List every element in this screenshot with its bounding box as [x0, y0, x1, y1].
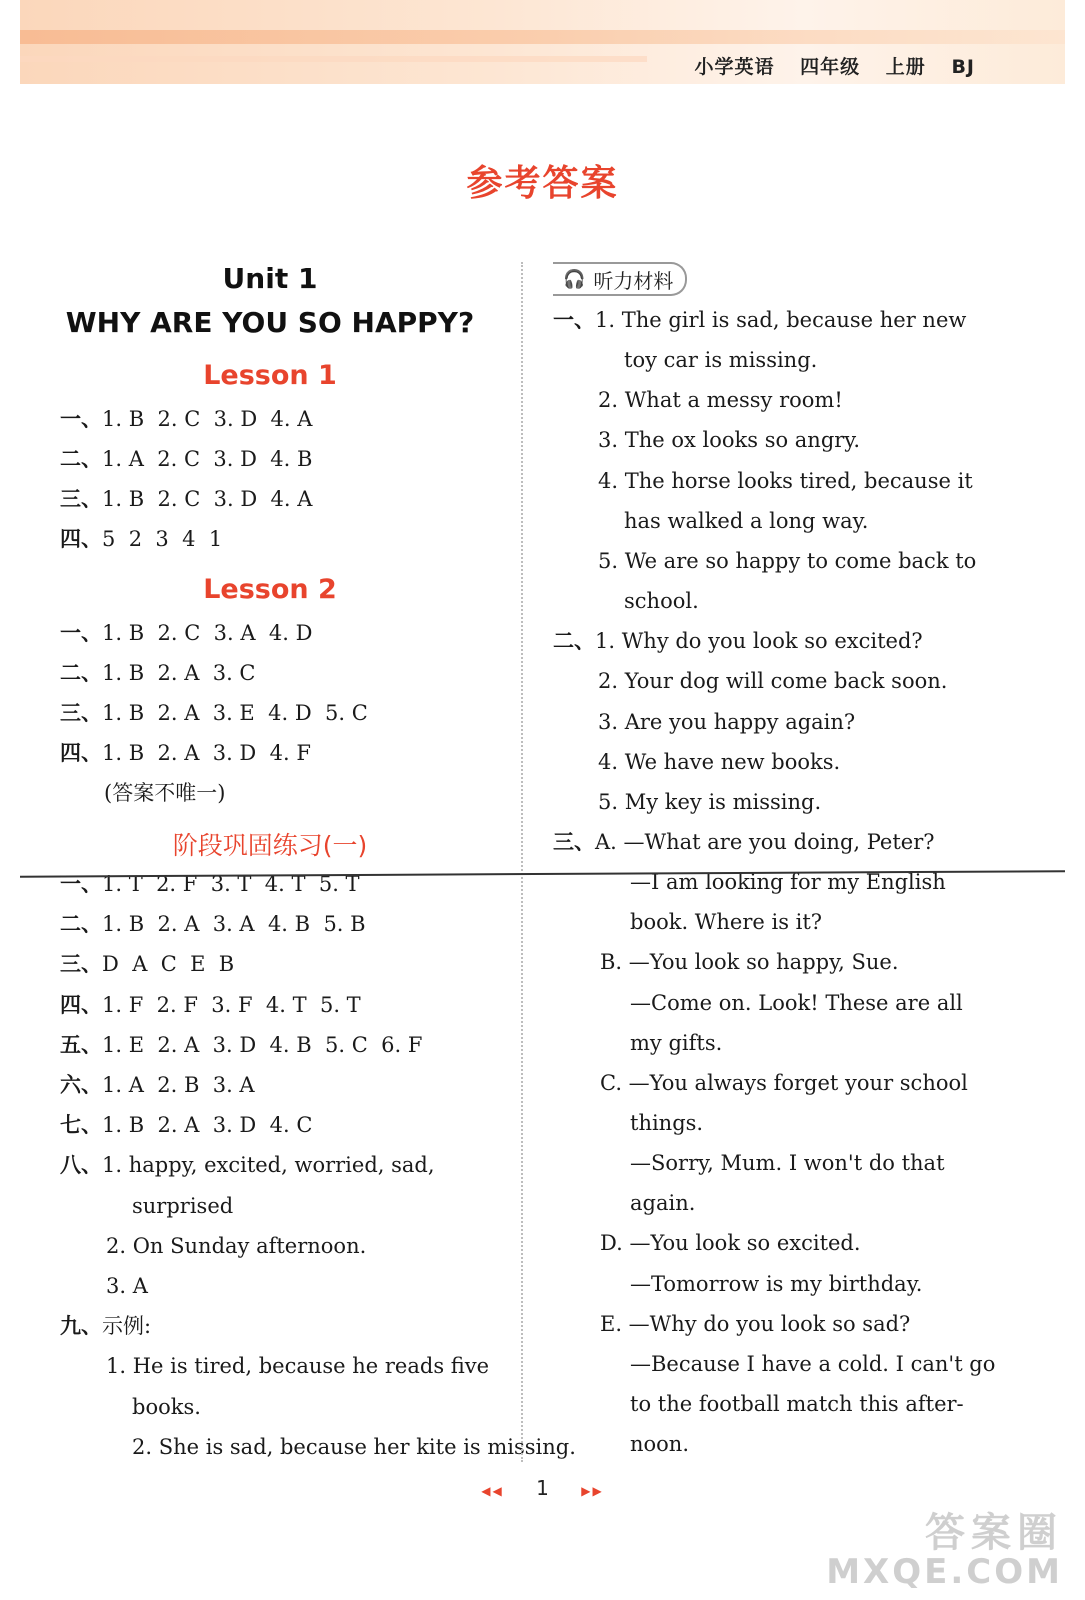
- column-divider: [521, 262, 523, 1462]
- answer-text: 1. A 2. B 3. A: [102, 1073, 255, 1097]
- transcript-line: [630, 1390, 964, 1418]
- answer-text: has walked a long way.: [624, 508, 869, 533]
- book-info: [677, 52, 975, 79]
- answer-text: 3. A: [106, 1274, 148, 1298]
- answer-row: [60, 1151, 435, 1179]
- answer-row: [60, 1111, 312, 1139]
- answer-text: 1. B 2. A 3. E 4. D 5. C: [102, 701, 368, 725]
- answer-row: [60, 445, 312, 473]
- answer-row: [60, 659, 256, 687]
- answer-row: [106, 1232, 366, 1260]
- transcript-line: [624, 346, 817, 374]
- lesson-1-title: Lesson 1: [203, 360, 337, 391]
- answer-row: [60, 991, 361, 1019]
- question-number: 六、: [60, 1073, 102, 1097]
- grade-label: 四年级: [800, 56, 861, 78]
- answer-text: —Because I have a cold. I can't go: [630, 1351, 996, 1376]
- answer-text: 1. T 2. F 3. T 4. T 5. T: [102, 872, 360, 896]
- volume-label: 上册: [885, 56, 926, 78]
- answer-text: —Come on. Look! These are all: [630, 990, 963, 1015]
- answer-text: things.: [630, 1111, 704, 1135]
- answer-text: 1. B 2. A 3. D 4. F: [102, 741, 311, 765]
- transcript-line: [553, 306, 966, 334]
- answer-text: to the football match this after-: [630, 1392, 964, 1417]
- answer-text: D. —You look so excited.: [600, 1231, 861, 1256]
- page-title: 参考答案: [466, 163, 619, 204]
- answer-text: 1. E 2. A 3. D 4. B 5. C 6. F: [102, 1032, 423, 1057]
- answer-text: book. Where is it?: [630, 910, 823, 935]
- transcript-line: [624, 587, 699, 615]
- answer-text: 1. The girl is sad, because her new: [595, 308, 967, 332]
- transcript-line: [598, 788, 821, 816]
- question-number: 五、: [60, 1032, 102, 1057]
- answer-row: [60, 1312, 151, 1340]
- transcript-line: [630, 1149, 945, 1177]
- question-number: 一、: [553, 308, 595, 332]
- question-number: 三、: [553, 829, 595, 854]
- question-number: 三、: [60, 952, 102, 977]
- transcript-line: [598, 426, 860, 454]
- answer-text: —I am looking for my English: [630, 870, 946, 895]
- edition-label: BJ: [951, 56, 975, 78]
- question-number: 四、: [60, 741, 102, 765]
- header-stripe: [20, 30, 1065, 44]
- answer-text: again.: [630, 1191, 696, 1216]
- question-number: 四、: [60, 527, 102, 551]
- answer-text: 3. Are you happy again?: [598, 709, 856, 734]
- answer-text: 1. Why do you look so excited?: [595, 629, 923, 654]
- transcript-line: [630, 1189, 695, 1217]
- watermark-url: MXQE.COM: [826, 1552, 1063, 1592]
- unit-subtitle: WHY ARE YOU SO HAPPY?: [65, 306, 475, 339]
- question-number: 三、: [60, 701, 102, 725]
- answer-row: [60, 699, 368, 727]
- answer-text: noon.: [630, 1432, 690, 1457]
- transcript-line: [630, 1109, 703, 1137]
- answer-text: 4. We have new books.: [598, 749, 841, 774]
- transcript-line: [630, 1430, 689, 1458]
- answer-text: school.: [624, 589, 699, 614]
- answer-row: [60, 1071, 255, 1099]
- answer-row: [60, 739, 311, 767]
- answer-row: [60, 525, 222, 553]
- transcript-line: [598, 467, 973, 495]
- transcript-line: [630, 1029, 722, 1057]
- watermark: [826, 1501, 1063, 1592]
- transcript-line: [600, 948, 899, 976]
- next-arrows-icon: ▶▶: [581, 1484, 604, 1498]
- transcript-line: [598, 748, 840, 776]
- answer-text: 2. She is sad, because her kite is missing.: [132, 1434, 576, 1459]
- answer-text: 5. My key is missing.: [598, 789, 822, 814]
- answer-text: 1. happy, excited, worried, sad,: [102, 1153, 435, 1178]
- listening-material-label: 听力材料: [593, 268, 674, 293]
- prev-arrows-icon: ◀◀: [481, 1484, 504, 1498]
- answer-text: 1. B 2. A 3. A 4. B 5. B: [102, 912, 366, 937]
- question-number: 二、: [60, 447, 102, 471]
- answer-text: —Tomorrow is my birthday.: [630, 1271, 923, 1296]
- answer-text: 5 2 3 4 1: [102, 527, 223, 551]
- answer-text: A. —What are you doing, Peter?: [595, 829, 935, 854]
- question-number: 二、: [60, 661, 102, 685]
- answer-row: [104, 779, 225, 807]
- transcript-line: [553, 627, 923, 655]
- lesson-2-title: Lesson 2: [203, 574, 337, 605]
- transcript-line: [630, 1350, 995, 1378]
- transcript-line: [630, 1270, 922, 1298]
- question-number: 一、: [60, 872, 102, 896]
- answer-text: 1. B 2. A 3. D 4. C: [102, 1113, 313, 1138]
- answer-text: toy car is missing.: [624, 348, 818, 373]
- transcript-line: [630, 989, 963, 1017]
- answer-text: 5. We are so happy to come back to: [598, 548, 977, 573]
- page-number: 1: [536, 1476, 549, 1500]
- answer-row: [106, 1352, 489, 1380]
- listening-material-tag: [553, 262, 687, 296]
- transcript-line: [600, 1069, 968, 1097]
- answer-text: 1. B 2. C 3. D 4. A: [102, 487, 313, 511]
- subject-label: 小学英语: [694, 56, 775, 78]
- answer-row: [60, 950, 234, 978]
- transcript-line: [624, 507, 868, 535]
- answer-row: [60, 405, 312, 433]
- transcript-line: [600, 1310, 910, 1338]
- question-number: 三、: [60, 487, 102, 511]
- question-number: 一、: [60, 621, 102, 645]
- answer-row: [60, 485, 312, 513]
- answer-text: 1. B 2. C 3. D 4. A: [102, 407, 313, 431]
- answer-text: D A C E B: [102, 952, 235, 977]
- answer-text: 1. F 2. F 3. F 4. T 5. T: [102, 992, 361, 1017]
- answer-text: 示例:: [102, 1314, 152, 1339]
- answer-text: B. —You look so happy, Sue.: [600, 950, 899, 975]
- unit-title: Unit 1: [222, 262, 318, 295]
- answer-text: 3. The ox looks so angry.: [598, 428, 861, 453]
- answer-text: 4. The horse looks tired, because it: [598, 468, 973, 493]
- question-number: 一、: [60, 407, 102, 431]
- transcript-line: [598, 667, 947, 695]
- answer-text: 1. B 2. C 3. A 4. D: [102, 621, 313, 645]
- transcript-line: [598, 386, 843, 414]
- answer-row: [106, 1272, 148, 1300]
- answer-row: [132, 1433, 576, 1461]
- answer-text: —Sorry, Mum. I won't do that: [630, 1151, 945, 1176]
- answer-text: surprised: [132, 1193, 234, 1218]
- header-stripe-lower: [20, 56, 647, 62]
- transcript-line: [630, 908, 822, 936]
- question-number: 九、: [60, 1314, 102, 1339]
- answer-text: E. —Why do you look so sad?: [600, 1311, 911, 1336]
- answer-row: [132, 1393, 201, 1421]
- answer-text: C. —You always forget your school: [600, 1070, 968, 1095]
- question-number: 二、: [60, 912, 102, 937]
- answer-text: 2. On Sunday afternoon.: [106, 1233, 367, 1258]
- answer-text: 2. Your dog will come back soon.: [598, 669, 948, 694]
- question-number: 四、: [60, 992, 102, 1017]
- page-footer: [0, 1476, 1085, 1500]
- transcript-line: [553, 828, 935, 856]
- question-number: 二、: [553, 629, 595, 654]
- headphone-icon: 🎧: [563, 268, 586, 290]
- answer-text: 1. He is tired, because he reads five: [106, 1354, 490, 1379]
- answer-text: 1. A 2. C 3. D 4. B: [102, 447, 313, 471]
- answer-text: 1. B 2. A 3. C: [102, 661, 256, 685]
- stage-review-title: 阶段巩固练习(一): [172, 831, 368, 860]
- transcript-line: [600, 1229, 861, 1257]
- answer-text: 2. What a messy room!: [598, 388, 843, 413]
- transcript-line: [598, 547, 976, 575]
- answer-row: [60, 1031, 422, 1059]
- answer-row: [60, 910, 366, 938]
- answer-text: (答案不唯一): [104, 781, 226, 805]
- question-number: 八、: [60, 1153, 102, 1178]
- watermark-logo: 答案圈: [925, 1510, 1063, 1556]
- answer-text: books.: [132, 1394, 201, 1419]
- answer-row: [132, 1192, 233, 1220]
- transcript-line: [598, 708, 855, 736]
- answer-row: [60, 619, 312, 647]
- question-number: 七、: [60, 1113, 102, 1138]
- answer-text: my gifts.: [630, 1030, 723, 1055]
